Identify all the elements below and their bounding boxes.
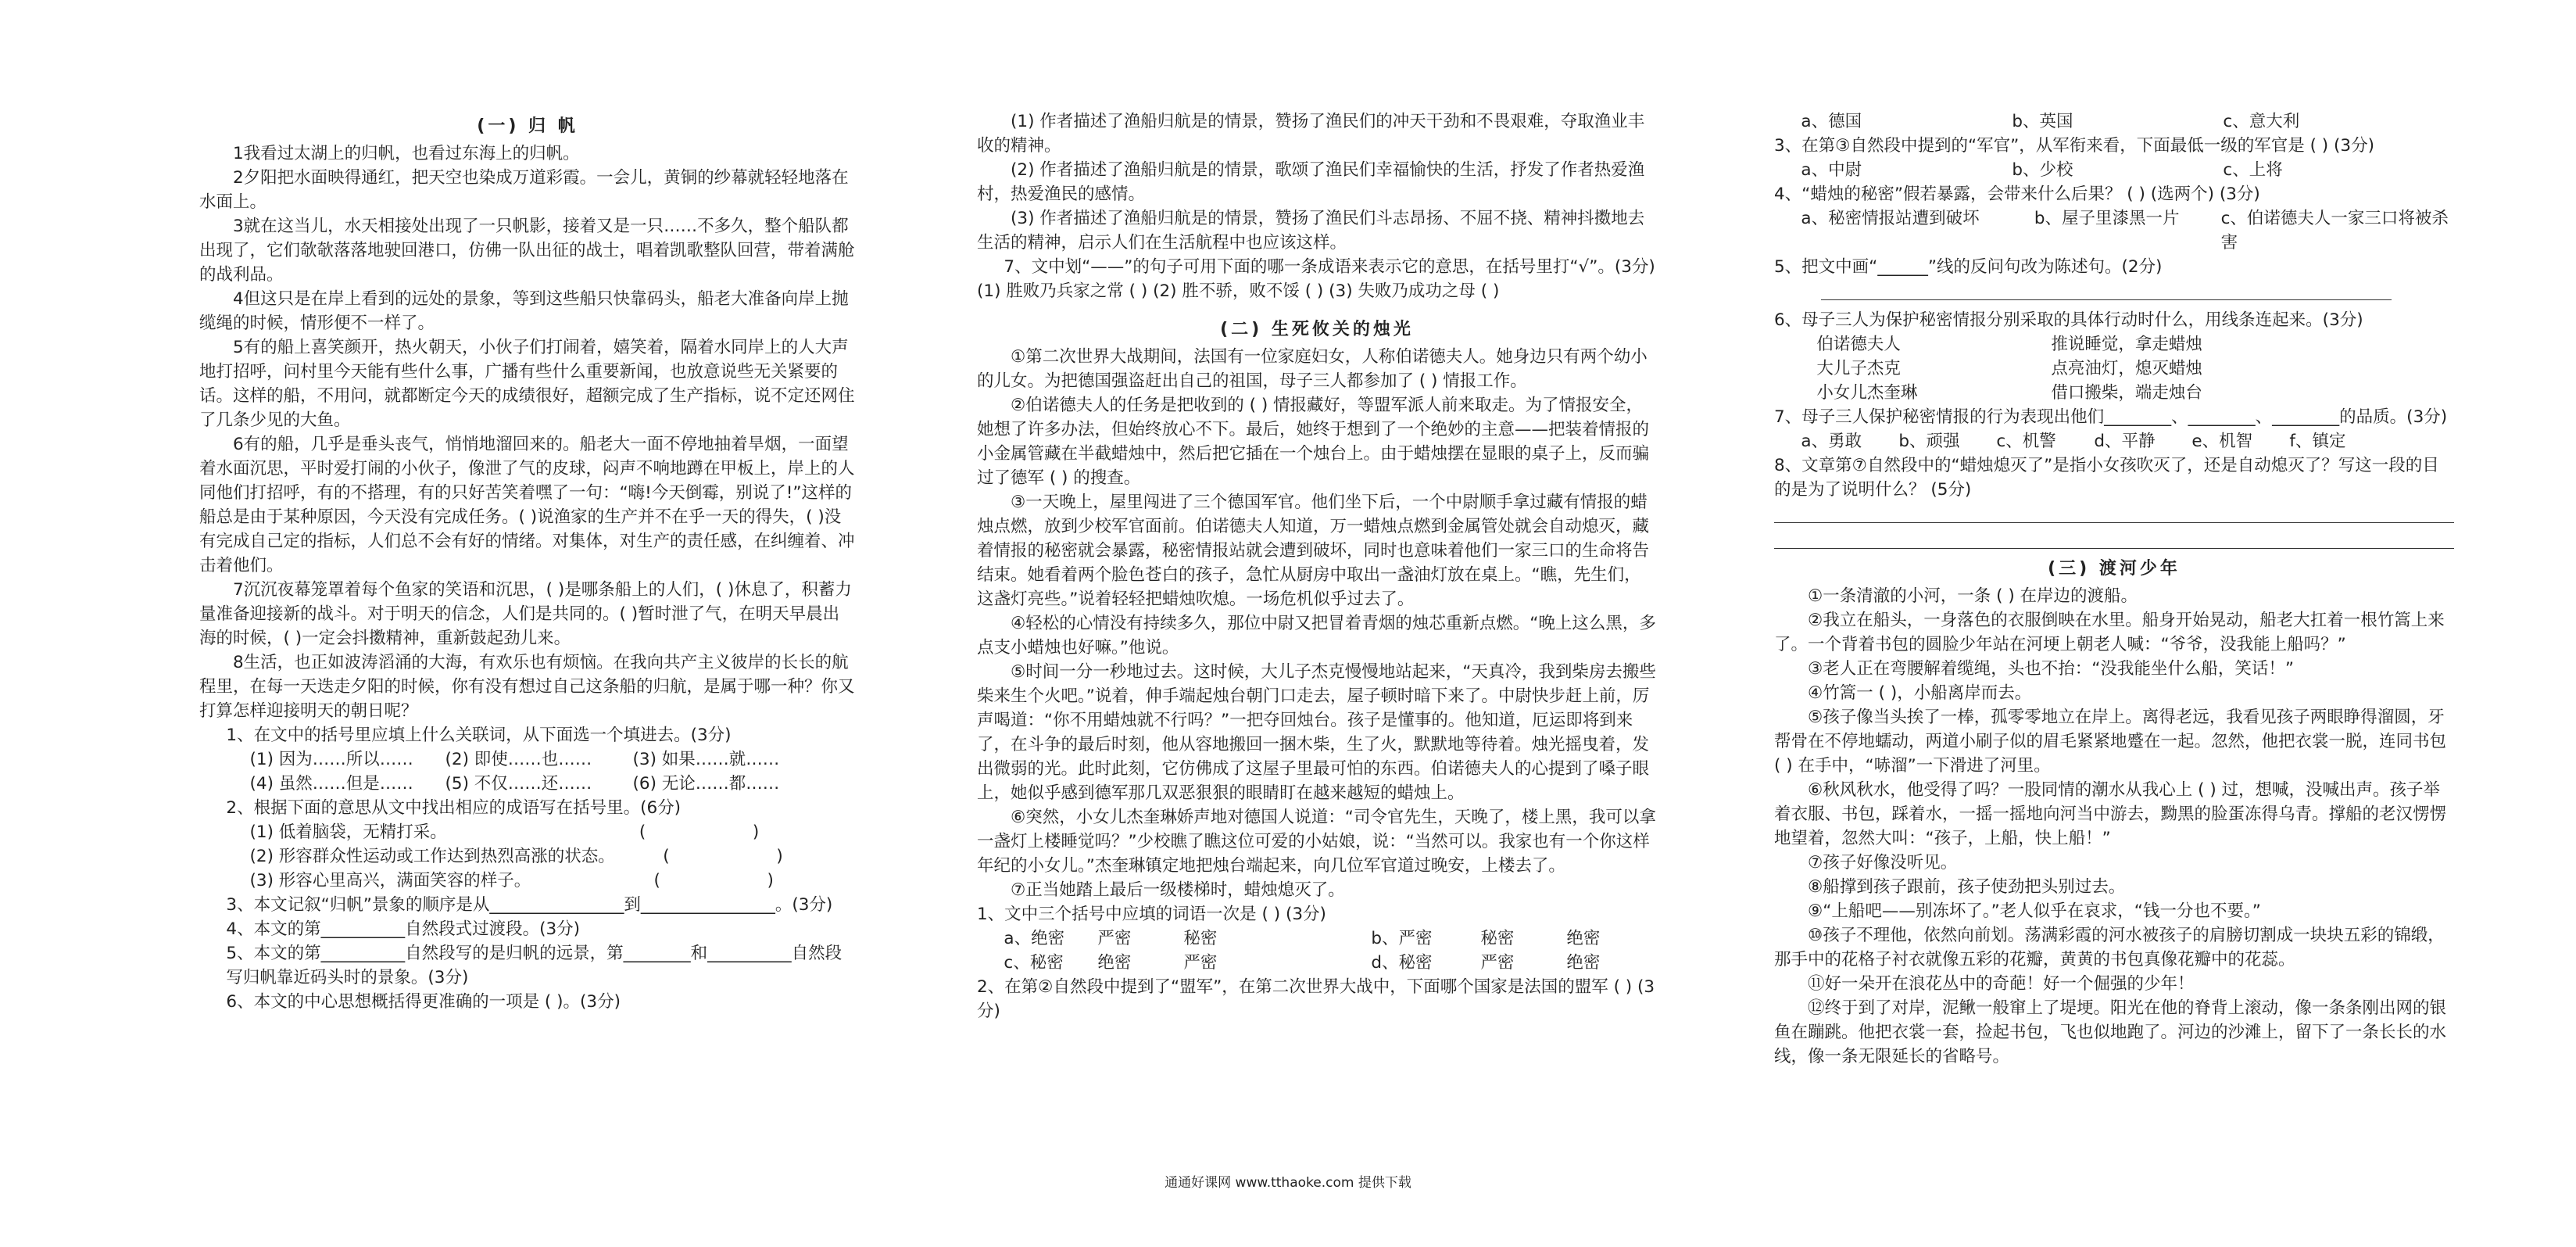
column-2 (977, 109, 1657, 1023)
paragraph: 2夕阳把水面映得通红，把天空也染成万道彩霞。一会儿，黄铜的纱幕就轻轻地落在水面上。 (199, 168, 849, 212)
q7-options-row (1774, 429, 2454, 453)
question-5: 5、把文中画“______”线的反问句改为陈述句。(2分) (1774, 257, 2163, 277)
page-footer: 通通好课网 www.tthaoke.com 提供下载 (1165, 1175, 1411, 1191)
question-3: 3、本文记叙“归帆”景象的顺序是从________________到________________。(3分) (226, 895, 833, 915)
column-1 (199, 109, 856, 1014)
match-right: 推说睡觉，拿走蜡烛 (2051, 335, 2202, 354)
paragraph: 1我看过太湖上的归帆，也看过东海上的归帆。 (233, 144, 580, 163)
option: a、中尉 (1801, 160, 1862, 180)
q6-option: (2) 作者描述了渔船归航是的情景，歌颂了渔民们幸福愉快的生活，抒发了作者热爱渔村，热爱渔民的感情。 (977, 160, 1645, 204)
section-title-3: (三) 渡河少年 (2048, 559, 2181, 579)
q7-options: (1) 胜败乃兵家之常 ( ) (2) 胜不骄，败不馁 ( ) (3) 失败乃成功之母 ( ) (977, 281, 1500, 301)
option: a、德国 (1801, 112, 1862, 131)
q2-item: (3) 形容心里高兴，满面笑容的样子。 ( ) (249, 871, 774, 890)
question-8: 8、文章第⑦自然段中的“蜡烛熄灭了”是指小女孩吹灭了，还是自动熄灭了？写这一段的目的是为了说明什么？ (5分) (1774, 456, 2439, 500)
option: b、顽强 (1898, 432, 1960, 451)
paragraph: ⑤时间一分一秒地过去。这时候，大儿子杰克慢慢地站起来，“天真冷，我到柴房去搬些柴来生个火吧。”说着，伸手端起烛台朝门口走去，屋子顿时暗下来了。中尉快步赶上前，厉声喝道：“你不用蜡烛就不行吗？”一把夺回烛台。孩子是懂事的。他知道，厄运即将到来了，在斗争的最后时刻，他从容地搬回一捆木柴，生了火，默默地等待着。烛光摇曳着，发出微弱的光。此时此刻，它仿佛成了这屋子里最可怕的东西。伯诺德夫人的心提到了嗓子眼上，她似乎感到德军那几双恶狠狠的眼睛盯在越来越短的蜡烛上。 (977, 662, 1656, 803)
option: a、绝密 (1004, 929, 1065, 948)
question-3: 3、在第③自然段中提到的“军官”，从军衔来看，下面最低一级的军官是 ( ) (3分) (1774, 136, 2374, 156)
q6-match-row (1774, 332, 2454, 357)
section-title-1: (一) 归 帆 (477, 116, 578, 136)
option: 严密 (1183, 953, 1218, 973)
option: b、英国 (2012, 112, 2073, 131)
option: 秘密 (1480, 929, 1515, 948)
paragraph: 3就在这当儿，水天相接处出现了一只帆影，接着又是一只……不多久，整个船队都出现了，它们欹欹落落地驶回港口，仿佛一队出征的战士，唱着凯歌整队回营，带着满舱的战利品。 (199, 217, 855, 285)
paragraph: ①第二次世界大战期间，法国有一位家庭妇女，人称伯诺德夫人。她身边只有两个幼小的儿女。为把德国强盗赶出自己的祖国，母子三人都参加了 ( ) 情报工作。 (977, 347, 1648, 391)
option: (2) 即使……也…… (445, 750, 592, 769)
q1-options-row (199, 747, 856, 772)
option: b、严密 (1371, 929, 1433, 948)
q2-item: (2) 形容群众性运动或工作达到热烈高涨的状态。 ( ) (249, 847, 783, 866)
match-right: 点亮油灯，熄灭蜡烛 (2051, 359, 2202, 378)
option: f、镇定 (2289, 432, 2346, 451)
match-left: 伯诺德夫人 (1816, 335, 1901, 354)
question-7: 7、文中划“——”的句子可用下面的哪一条成语来表示它的意思，在括号里打“√”。(3分) (1004, 257, 1655, 277)
option: c、上将 (2223, 160, 2283, 180)
match-left: 大儿子杰克 (1816, 359, 1901, 378)
option: 严密 (1480, 953, 1515, 973)
question-4: 4、本文的第__________自然段式过渡段。(3分) (226, 919, 581, 939)
question-1: 1、文中三个括号中应填的词语一次是 ( ) (3分) (977, 905, 1326, 924)
paragraph: ⑫终于到了对岸，泥鳅一般窜上了堤埂。阳光在他的脊背上滚动，像一条条刚出网的银鱼在蹦跳。他把衣裳一套，捡起书包，飞也似地跑了。河边的沙滩上，留下了一条长长的水线，像一条无限延长的省略号。 (1774, 998, 2447, 1066)
answer-line[interactable] (1774, 505, 2454, 523)
q1-options-row (199, 772, 856, 796)
question-2: 2、在第②自然段中提到了“盟军”，在第二次世界大战中，下面哪个国家是法国的盟军 ( ) (3分) (977, 977, 1655, 1021)
q2-item: (1) 低着脑袋，无精打采。 ( ) (249, 822, 760, 842)
paragraph: ①一条清澈的小河，一条 ( ) 在岸边的渡船。 (1808, 586, 2138, 606)
option: c、伯诺德夫人一家三口将被杀害 (2220, 209, 2449, 253)
question-5: 5、本文的第__________自然段写的是归帆的远景，第________和__________自然段写归帆靠近码头时的景象。(3分) (226, 944, 843, 987)
paragraph: ②我立在船头，一身落色的衣服倒映在水里。船身开始晃动，船老大扛着一根竹篙上来了。一个背着书包的圆脸少年站在河埂上朝老人喊：“爷爷，没我能上船吗？” (1774, 611, 2445, 654)
answer-line[interactable] (1821, 282, 2392, 300)
option: c、机警 (1996, 432, 2056, 451)
question-6: 6、母子三人为保护秘密情报分别采取的具体行动时什么，用线条连起来。(3分) (1774, 310, 2363, 330)
question-2: 2、根据下面的意思从文中找出相应的成语写在括号里。(6分) (226, 798, 682, 818)
paragraph: 8生活，也正如波涛滔涌的大海，有欢乐也有烦恼。在我向共产主义彼岸的长长的航程里，在每一天迭走夕阳的时候，你有没有想过自己这条船的归航，是属于哪一种？你又打算怎样迎接明天的朝日呢？ (199, 653, 855, 721)
option: d、平静 (2094, 432, 2156, 451)
q3-options-row (1774, 158, 2454, 182)
paragraph: ⑤孩子像当头挨了一棒，孤零零地立在岸上。离得老远，我看见孩子两眼睁得溜圆，牙帮骨在不停地蠕动，两道小刷子似的眉毛紧紧地蹙在一起。忽然，他把衣裳一脱，连同书包 ( ) 在手中，“哧溜”一下滑进了河里。 (1774, 708, 2447, 776)
question-4: 4、“蜡烛的秘密”假若暴露，会带来什么后果？ ( ) (选两个) (3分) (1774, 185, 2260, 204)
option: 绝密 (1566, 929, 1601, 948)
option: b、少校 (2012, 160, 2073, 180)
q6-option: (3) 作者描述了渔船归航是的情景，赞扬了渔民们斗志昂扬、不屈不挠、精神抖擞地去生活的精神，启示人们在生活航程中也应该这样。 (977, 209, 1645, 253)
paragraph: ④轻松的心情没有持续多久，那位中尉又把冒着青烟的烛芯重新点燃。“晚上这么黑，多点支小蜡烛也好嘛。”他说。 (977, 614, 1656, 658)
paragraph: 5有的船上喜笑颜开，热火朝天，小伙子们打闹着，嬉笑着，隔着水同岸上的人大声地打招呼，问村里今天能有些什么事，广播有些什么重要新闻，也放意说些无关紧要的话。这样的船，不用问，就都断定今天的成绩很好，超额完成了生产指标，说不定还网住了几条少见的大鱼。 (199, 338, 855, 430)
paragraph: ③老人正在弯腰解着缆绳，头也不抬：“没我能坐什么船，笑话！” (1808, 659, 2295, 679)
q6-match-row (1774, 357, 2454, 381)
paragraph: ⑩孩子不理他，依然向前划。荡满彩霞的河水被孩子的肩膀切割成一块块五彩的锦缎，那手中的花格子衬衣就像五彩的花瓣，黄黄的书包真像花瓣中的花蕊。 (1774, 926, 2445, 969)
q6-option: (1) 作者描述了渔船归航是的情景，赞扬了渔民们的冲天干劲和不畏艰难，夺取渔业丰收的精神。 (977, 112, 1645, 156)
q6-match-row (1774, 381, 2454, 405)
option: (1) 因为……所以…… (249, 750, 413, 769)
option: 严密 (1097, 929, 1132, 948)
section-title-2: (二) 生死攸关的烛光 (1220, 320, 1414, 339)
paragraph: ⑧船撑到孩子跟前，孩子使劲把头别过去。 (1808, 877, 2126, 897)
question-6: 6、本文的中心思想概括得更准确的一项是 ( )。(3分) (226, 992, 621, 1012)
option: (3) 如果……就…… (632, 750, 780, 769)
option: (4) 虽然……但是…… (249, 774, 413, 794)
option: 秘密 (1183, 929, 1218, 948)
option: c、意大利 (2223, 112, 2300, 131)
paragraph: ⑦孩子好像没听见。 (1808, 853, 1958, 873)
option: (6) 无论……都…… (632, 774, 780, 794)
answer-line[interactable] (1774, 531, 2454, 549)
option: b、屋子里漆黑一片 (2034, 209, 2180, 228)
paragraph: ④竹篙一 ( )，小船离岸而去。 (1808, 683, 2032, 703)
q4-options-row (1774, 206, 2454, 255)
paragraph: ⑥突然，小女儿杰奎琳娇声地对德国人说道：“司令官先生，天晚了，楼上黑，我可以拿一盏灯上楼睡觉吗？”少校瞧了瞧这位可爱的小姑娘，说：“当然可以。我家也有一个你这样年纪的小女儿。”杰奎琳镇定地把烛台端起来，向几位军官道过晚安，上楼去了。 (977, 808, 1656, 876)
match-left: 小女儿杰奎琳 (1816, 383, 1918, 403)
q1-options-row (977, 926, 1657, 951)
option: a、秘密情报站遭到破坏 (1801, 209, 1980, 228)
paragraph: ②伯诺德夫人的任务是把收到的 ( ) 情报藏好，等盟军派人前来取走。为了情报安全，她想了许多办法，但始终放心不下。最后，她终于想到了一个绝妙的主意——把装着情报的小金属管藏在半截蜡烛中，然后把它插在一个烛台上。由于蜡烛摆在显眼的桌子上，反而骗过了德军 ( ) 的搜查。 (977, 396, 1650, 488)
option: a、勇敢 (1801, 432, 1862, 451)
option: 绝密 (1566, 953, 1601, 973)
paragraph: 7沉沉夜幕笼罩着每个鱼家的笑语和沉思，( )是哪条船上的人们，( )休息了，积蓄力量准备迎接新的战斗。对于明天的信念，人们是共同的。( )暂时泄了气，在明天早晨出海的时候，( )一定会抖擞精神，重新鼓起劲儿来。 (199, 580, 852, 648)
paragraph: ⑥秋风秋水，他受得了吗？一股同情的潮水从我心上 ( ) 过，想喊，没喊出声。孩子举着衣服、书包，踩着水，一摇一摇地向河当中游去，黝黑的脸蛋冻得乌青。撑船的老汉愣愣地望着，忽然大叫：“孩子，上船，快上船！” (1774, 780, 2447, 848)
question-1: 1、在文中的括号里应填上什么关联词，从下面选一个填进去。(3分) (226, 726, 732, 745)
option: (5) 不仅……还…… (445, 774, 592, 794)
paragraph: ⑨“上船吧——别冻坏了。”老人似乎在哀求，“钱一分也不要。” (1808, 901, 2261, 921)
column-3 (1774, 109, 2454, 1069)
paragraph: ⑦正当她踏上最后一级楼梯时，蜡烛熄灭了。 (1011, 880, 1345, 900)
match-right: 借口搬柴，端走烛台 (2051, 383, 2202, 403)
paragraph: ③一天晚上，屋里闯进了三个德国军官。他们坐下后，一个中尉顺手拿过藏有情报的蜡烛点燃，放到少校军官面前。伯诺德夫人知道，万一蜡烛点燃到金属管处就会自动熄灭，藏着情报的秘密就会暴露，秘密情报站就会遭到破坏，同时也意味着他们一家三口的生命将告结束。她看着两个脸色苍白的孩子，急忙从厨房中取出一盏油灯放在桌上。“瞧，先生们，这盏灯亮些。”说着轻轻把蜡烛吹熄。一场危机似乎过去了。 (977, 493, 1650, 609)
option: 绝密 (1097, 953, 1132, 973)
question-7: 7、母子三人保护秘密情报的行为表现出他们________、________、________的品质。(3分) (1774, 407, 2448, 427)
paragraph: 4但这只是在岸上看到的远处的景象，等到这些船只快靠码头，船老大准备向岸上抛缆绳的时候，情形便不一样了。 (199, 289, 849, 333)
q2-options-row (1774, 109, 2454, 134)
option: d、秘密 (1371, 953, 1433, 973)
q1-options-row (977, 951, 1657, 975)
paragraph: ⑪好一朵开在浪花丛中的奇葩！好一个倔强的少年！ (1808, 974, 2195, 994)
option: e、机智 (2191, 432, 2253, 451)
paragraph: 6有的船，几乎是垂头丧气，悄悄地溜回来的。船老大一面不停地抽着旱烟，一面望着水面沉思，平时爱打闹的小伙子，像泄了气的皮球，闷声不响地蹲在甲板上，岸上的人同他们打招呼，有的不搭理，有的只好苦笑着嘿了一句：“嗨!今天倒霉，别说了!”这样的船总是由于某种原因，今天没有完成任务。( )说渔家的生产并不在乎一天的得失，( )没有完成自己定的指标，人们总不会有好的情绪。对集体，对生产的责任感，在纠缠着、冲击着他们。 (199, 435, 855, 575)
option: c、秘密 (1004, 953, 1064, 973)
